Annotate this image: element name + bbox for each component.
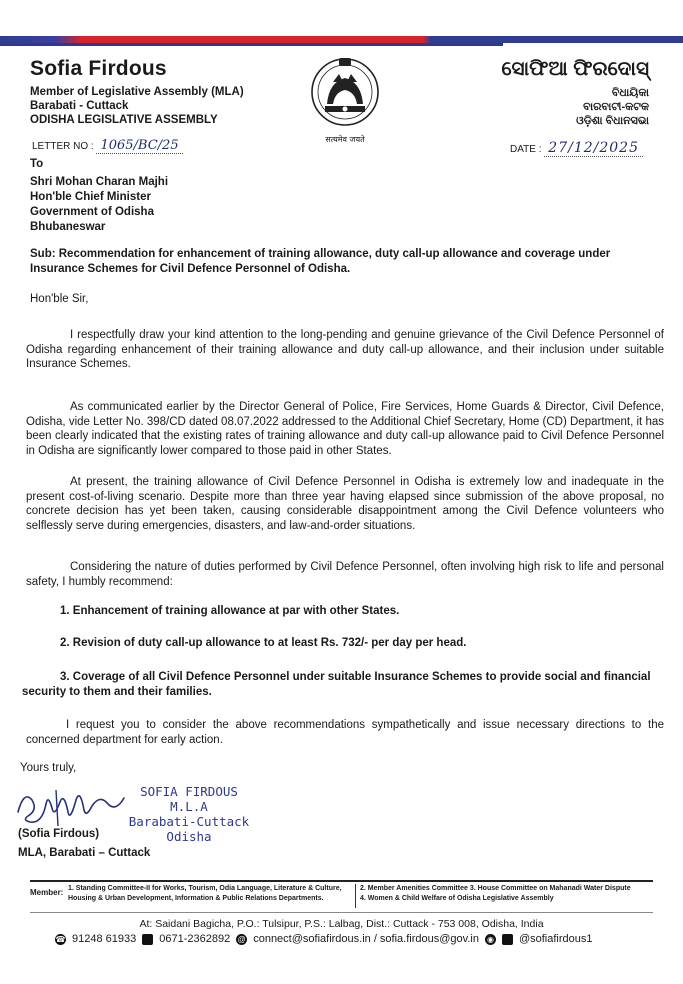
stamp-line: Odisha xyxy=(166,829,212,844)
header-stripe-blue xyxy=(0,43,503,46)
recipient-city: Bhubaneswar xyxy=(30,221,106,233)
stamp-line: SOFIA FIRDOUS xyxy=(140,784,238,799)
recipient-name: Shri Mohan Charan Majhi xyxy=(30,176,169,188)
paragraph-3: At present, the training allowance of Civil Defence Personnel in Odisha is extremely low and inadequate in the present cost-of-living scenario. Despite more than three year having elapsed since submission of the above proposal, no concrete decision has yet been taken, causing considerable disappointment among the Civil Defence volunteers who selflessly serve during emergencies, disasters, and law-and-order situations. xyxy=(26,476,664,532)
recipient-title: Hon'ble Chief Minister xyxy=(30,191,151,203)
committee-item: 4. Women & Child Welfare of Odisha Legislative Assembly xyxy=(360,895,554,902)
email-address[interactable]: connect@sofiafirdous.in / sofia.firdous@gov.in xyxy=(253,933,479,945)
footer-divider xyxy=(30,880,653,882)
members-label: Member: xyxy=(30,888,64,897)
closing-paragraph: I request you to consider the above recommendations sympathetically and issue necessary directions to the concerned department for early action. xyxy=(26,719,664,746)
social-handle[interactable]: @sofiafirdous1 xyxy=(518,933,593,945)
odia-constituency: ବାରବାଟୀ-କଟକ xyxy=(583,101,649,113)
committee-list-2 xyxy=(360,884,652,904)
letter-number-label: LETTER NO : xyxy=(32,141,94,152)
date-value: 27/12/2025 xyxy=(544,140,643,157)
paragraph-1: I respectfully draw your kind attention to the long-pending and genuine grievance of the Civil Defence Personnel of Odisha regarding enhancement of their training allowance and duty call-up allowance, and their inclusion under suitable Insurance Schemes. xyxy=(26,329,664,370)
mla-designation: Member of Legislative Assembly (MLA) xyxy=(30,86,244,98)
committee-item: 2. Member Amenities Committee 3. House Committee on Mahanadi Water Dispute xyxy=(360,885,631,892)
facebook-icon xyxy=(502,934,513,945)
header-stripe-red xyxy=(0,36,683,43)
handwritten-signature xyxy=(12,782,132,832)
mla-constituency: Barabati - Cuttack xyxy=(30,100,129,112)
recipient-to: To xyxy=(30,158,44,170)
landline-icon xyxy=(142,934,153,945)
recommendation-3: 3. Coverage of all Civil Defence Personnel under suitable Insurance Schemes to provide social and financial security to them and their families. xyxy=(22,671,651,698)
odia-assembly: ଓଡ଼ିଶା ବିଧାନସଭା xyxy=(576,115,649,127)
phone-icon: ☎ xyxy=(55,934,66,944)
stamp-line: Barabati-Cuttack xyxy=(128,814,250,829)
landline-number[interactable]: 0671-2362892 xyxy=(159,933,231,945)
paragraph-2: As communicated earlier by the Director General of Police, Fire Services, Home Guards & Director, Civil Defence, Odisha, vide Letter No. 398/CD dated 08.07.2022 addressed to the Additional Chief Secretary, Home (CD) Department, it has been clearly indicated that the existing rates of training allowance and duty call-up allowance paid to Civil Defence Personnel in Odisha are significantly lower compared to those paid in other States. xyxy=(26,401,664,457)
mla-name: Sofia Firdous xyxy=(30,57,167,80)
date-label: DATE : xyxy=(510,144,542,155)
recommendation-1: 1. Enhancement of training allowance at par with other States. xyxy=(60,605,400,617)
odia-designation: ବିଧାୟିକା xyxy=(611,87,649,99)
state-emblem-icon xyxy=(305,52,385,150)
salutation: Hon'ble Sir, xyxy=(30,293,89,305)
stamp-line: M.L.A xyxy=(170,799,208,814)
recommendation-2: 2. Revision of duty call-up allowance to at least Rs. 732/- per day per head. xyxy=(60,637,467,649)
committee-divider xyxy=(355,884,356,908)
letter-date xyxy=(510,140,643,156)
office-address: At: Saidani Bagicha, P.O.: Tulsipur, P.S.: Lalbag, Dist.: Cuttack - 753 008, Odisha, India xyxy=(139,918,544,930)
signatory-name: (Sofia Firdous) xyxy=(18,828,100,840)
subject-line: Sub: Recommendation for enhancement of training allowance, duty call-up allowance and coverage under Insurance Schemes for Civil Defence Personnel of Odisha. xyxy=(30,248,611,275)
letter-number-value: 1065/BC/25 xyxy=(96,138,182,154)
email-icon: @ xyxy=(237,934,246,944)
emblem-motto: सत्यमेव जयते xyxy=(325,135,365,144)
mobile-number[interactable]: 91248 61933 xyxy=(72,933,137,945)
recipient-government: Government of Odisha xyxy=(30,206,154,218)
odia-name: ସୋଫିଆ ଫିରଦୋସ୍ xyxy=(501,58,649,80)
paragraph-4: Considering the nature of duties performed by Civil Defence Personnel, often involving high risk to life and personal safety, I humbly recommend: xyxy=(26,561,664,588)
assembly-name: ODISHA LEGISLATIVE ASSEMBLY xyxy=(30,114,218,126)
signatory-designation: MLA, Barabati – Cuttack xyxy=(18,847,151,859)
contact-bar xyxy=(55,933,593,945)
yours-truly: Yours truly, xyxy=(20,762,77,774)
committee-list-1: 1. Standing Committee-II for Works, Tourism, Odia Language, Literature & Culture, Housing & Urban Development, Information & Public Relations Departments. xyxy=(68,885,342,902)
instagram-icon: ◉ xyxy=(485,934,496,945)
official-stamp xyxy=(124,784,254,844)
footer-divider-2 xyxy=(30,912,653,913)
letter-number xyxy=(32,138,183,153)
